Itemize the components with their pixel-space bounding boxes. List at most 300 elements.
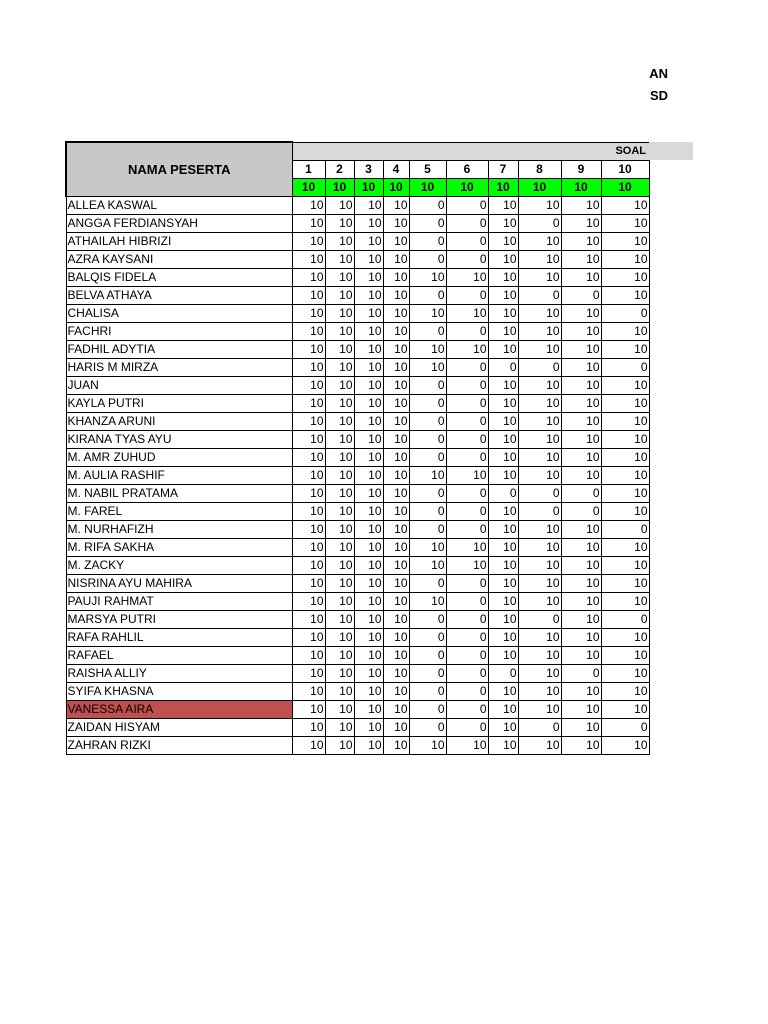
score-cell[interactable]: 10 — [292, 700, 325, 718]
score-cell[interactable]: 0 — [518, 358, 561, 376]
score-cell[interactable]: 10 — [354, 502, 383, 520]
score-cell[interactable]: 10 — [325, 556, 354, 574]
score-cell[interactable]: 10 — [488, 268, 518, 286]
score-cell[interactable]: 0 — [446, 214, 488, 232]
score-cell[interactable]: 10 — [488, 718, 518, 736]
score-cell[interactable]: 10 — [601, 232, 649, 250]
score-cell[interactable]: 10 — [488, 502, 518, 520]
score-cell[interactable]: 0 — [409, 628, 446, 646]
score-cell[interactable]: 10 — [354, 250, 383, 268]
score-cell[interactable]: 10 — [292, 250, 325, 268]
score-cell[interactable]: 10 — [561, 250, 601, 268]
score-cell[interactable]: 10 — [601, 448, 649, 466]
score-cell[interactable]: 0 — [446, 196, 488, 214]
score-cell[interactable]: 0 — [446, 592, 488, 610]
score-cell[interactable]: 10 — [518, 664, 561, 682]
score-cell[interactable]: 10 — [292, 592, 325, 610]
score-cell[interactable]: 10 — [354, 466, 383, 484]
student-name-cell[interactable]: M. FAREL — [66, 502, 292, 520]
score-cell[interactable]: 10 — [601, 682, 649, 700]
score-cell[interactable]: 0 — [409, 214, 446, 232]
score-cell[interactable]: 10 — [325, 322, 354, 340]
score-cell[interactable]: 10 — [561, 232, 601, 250]
score-cell[interactable]: 10 — [383, 358, 409, 376]
max-score-cell[interactable]: 10 — [518, 178, 561, 196]
score-cell[interactable]: 10 — [354, 718, 383, 736]
score-cell[interactable]: 0 — [409, 394, 446, 412]
score-cell[interactable]: 10 — [354, 646, 383, 664]
score-cell[interactable]: 10 — [354, 610, 383, 628]
score-cell[interactable]: 10 — [325, 394, 354, 412]
score-cell[interactable]: 10 — [488, 592, 518, 610]
score-cell[interactable]: 10 — [518, 520, 561, 538]
score-cell[interactable]: 10 — [488, 538, 518, 556]
score-cell[interactable]: 0 — [446, 628, 488, 646]
score-cell[interactable]: 10 — [383, 250, 409, 268]
question-number-3[interactable]: 3 — [354, 160, 383, 178]
score-cell[interactable]: 0 — [409, 700, 446, 718]
score-cell[interactable]: 10 — [383, 700, 409, 718]
score-cell[interactable]: 10 — [325, 610, 354, 628]
score-cell[interactable]: 10 — [354, 268, 383, 286]
score-cell[interactable]: 10 — [518, 412, 561, 430]
score-cell[interactable]: 10 — [409, 358, 446, 376]
score-cell[interactable]: 0 — [518, 286, 561, 304]
score-cell[interactable]: 10 — [354, 358, 383, 376]
score-cell[interactable]: 10 — [446, 556, 488, 574]
score-cell[interactable]: 10 — [292, 664, 325, 682]
score-cell[interactable]: 10 — [354, 286, 383, 304]
score-cell[interactable]: 10 — [601, 250, 649, 268]
score-cell[interactable]: 10 — [383, 646, 409, 664]
score-cell[interactable]: 0 — [409, 250, 446, 268]
student-name-cell[interactable]: SYIFA KHASNA — [66, 682, 292, 700]
student-name-cell[interactable]: NISRINA AYU MAHIRA — [66, 574, 292, 592]
score-cell[interactable]: 10 — [446, 304, 488, 322]
score-cell[interactable]: 10 — [561, 718, 601, 736]
score-cell[interactable]: 10 — [601, 412, 649, 430]
score-cell[interactable]: 10 — [292, 268, 325, 286]
score-cell[interactable]: 10 — [601, 340, 649, 358]
score-cell[interactable]: 0 — [446, 430, 488, 448]
score-cell[interactable]: 10 — [383, 196, 409, 214]
score-cell[interactable]: 10 — [383, 394, 409, 412]
score-cell[interactable]: 10 — [561, 358, 601, 376]
score-cell[interactable]: 10 — [383, 556, 409, 574]
score-cell[interactable]: 0 — [409, 682, 446, 700]
student-name-cell[interactable]: HARIS M MIRZA — [66, 358, 292, 376]
student-name-cell[interactable]: ZAIDAN HISYAM — [66, 718, 292, 736]
score-cell[interactable]: 10 — [446, 538, 488, 556]
student-name-cell[interactable]: RAISHA ALLIY — [66, 664, 292, 682]
score-cell[interactable]: 10 — [292, 646, 325, 664]
score-cell[interactable]: 10 — [354, 736, 383, 754]
score-cell[interactable]: 10 — [561, 430, 601, 448]
score-cell[interactable]: 10 — [488, 412, 518, 430]
max-score-cell[interactable]: 10 — [561, 178, 601, 196]
score-cell[interactable]: 10 — [488, 196, 518, 214]
student-name-cell[interactable]: BELVA ATHAYA — [66, 286, 292, 304]
score-cell[interactable]: 0 — [446, 502, 488, 520]
score-cell[interactable]: 0 — [446, 394, 488, 412]
score-cell[interactable]: 10 — [561, 700, 601, 718]
score-cell[interactable]: 10 — [292, 214, 325, 232]
score-cell[interactable]: 10 — [383, 412, 409, 430]
score-cell[interactable]: 10 — [354, 574, 383, 592]
score-cell[interactable]: 10 — [601, 592, 649, 610]
score-cell[interactable]: 10 — [292, 502, 325, 520]
score-cell[interactable]: 10 — [488, 736, 518, 754]
score-cell[interactable]: 10 — [561, 610, 601, 628]
score-cell[interactable]: 10 — [561, 520, 601, 538]
score-cell[interactable]: 10 — [292, 376, 325, 394]
score-cell[interactable]: 10 — [601, 502, 649, 520]
score-cell[interactable]: 10 — [325, 664, 354, 682]
score-cell[interactable]: 0 — [561, 484, 601, 502]
score-cell[interactable]: 0 — [409, 430, 446, 448]
score-cell[interactable]: 0 — [518, 610, 561, 628]
score-cell[interactable]: 10 — [518, 394, 561, 412]
score-cell[interactable]: 0 — [409, 610, 446, 628]
score-cell[interactable]: 0 — [446, 286, 488, 304]
score-cell[interactable]: 10 — [409, 466, 446, 484]
score-cell[interactable]: 10 — [325, 430, 354, 448]
score-cell[interactable]: 10 — [383, 232, 409, 250]
score-cell[interactable]: 10 — [383, 304, 409, 322]
score-cell[interactable]: 10 — [325, 286, 354, 304]
score-cell[interactable]: 0 — [561, 664, 601, 682]
score-cell[interactable]: 10 — [601, 268, 649, 286]
score-cell[interactable]: 0 — [446, 700, 488, 718]
score-cell[interactable]: 10 — [292, 430, 325, 448]
score-cell[interactable]: 10 — [292, 610, 325, 628]
score-cell[interactable]: 10 — [488, 214, 518, 232]
score-cell[interactable]: 10 — [292, 358, 325, 376]
score-cell[interactable]: 10 — [518, 448, 561, 466]
score-cell[interactable]: 0 — [601, 520, 649, 538]
score-cell[interactable]: 10 — [325, 700, 354, 718]
score-cell[interactable]: 10 — [601, 394, 649, 412]
score-cell[interactable]: 10 — [325, 304, 354, 322]
score-cell[interactable]: 10 — [292, 412, 325, 430]
score-cell[interactable]: 10 — [409, 736, 446, 754]
score-cell[interactable]: 10 — [601, 736, 649, 754]
score-cell[interactable]: 10 — [383, 502, 409, 520]
score-cell[interactable]: 10 — [383, 610, 409, 628]
score-cell[interactable]: 0 — [446, 358, 488, 376]
score-cell[interactable]: 10 — [354, 682, 383, 700]
score-cell[interactable]: 10 — [383, 718, 409, 736]
score-cell[interactable]: 10 — [325, 376, 354, 394]
score-cell[interactable]: 0 — [518, 718, 561, 736]
score-cell[interactable]: 10 — [383, 592, 409, 610]
score-cell[interactable]: 10 — [409, 304, 446, 322]
score-cell[interactable]: 0 — [446, 574, 488, 592]
score-cell[interactable]: 10 — [325, 736, 354, 754]
score-cell[interactable]: 10 — [325, 628, 354, 646]
score-cell[interactable]: 0 — [446, 610, 488, 628]
student-name-cell[interactable]: M. AULIA RASHIF — [66, 466, 292, 484]
score-cell[interactable]: 10 — [561, 214, 601, 232]
score-cell[interactable]: 10 — [292, 394, 325, 412]
score-cell[interactable]: 10 — [488, 520, 518, 538]
score-cell[interactable]: 10 — [383, 682, 409, 700]
score-cell[interactable]: 10 — [325, 682, 354, 700]
score-cell[interactable]: 10 — [561, 340, 601, 358]
score-cell[interactable]: 10 — [409, 538, 446, 556]
score-cell[interactable]: 10 — [488, 394, 518, 412]
score-cell[interactable]: 10 — [561, 448, 601, 466]
score-cell[interactable]: 10 — [354, 592, 383, 610]
score-cell[interactable]: 10 — [325, 232, 354, 250]
score-cell[interactable]: 10 — [561, 322, 601, 340]
score-cell[interactable]: 10 — [383, 736, 409, 754]
score-cell[interactable]: 10 — [561, 646, 601, 664]
score-cell[interactable]: 0 — [446, 232, 488, 250]
score-cell[interactable]: 10 — [383, 484, 409, 502]
score-cell[interactable]: 10 — [488, 376, 518, 394]
score-cell[interactable]: 10 — [409, 268, 446, 286]
score-cell[interactable]: 0 — [409, 196, 446, 214]
student-name-cell[interactable]: M. RIFA SAKHA — [66, 538, 292, 556]
score-cell[interactable]: 10 — [325, 250, 354, 268]
score-cell[interactable]: 10 — [488, 250, 518, 268]
score-cell[interactable]: 10 — [446, 736, 488, 754]
score-cell[interactable]: 10 — [292, 718, 325, 736]
score-cell[interactable]: 10 — [518, 304, 561, 322]
student-name-cell[interactable]: ALLEA KASWAL — [66, 196, 292, 214]
score-cell[interactable]: 10 — [292, 466, 325, 484]
score-cell[interactable]: 10 — [518, 682, 561, 700]
score-cell[interactable]: 10 — [561, 736, 601, 754]
student-name-cell[interactable]: VANESSA AIRA — [66, 700, 292, 718]
score-cell[interactable]: 10 — [601, 322, 649, 340]
score-cell[interactable]: 10 — [488, 340, 518, 358]
score-cell[interactable]: 10 — [383, 286, 409, 304]
score-cell[interactable]: 10 — [518, 340, 561, 358]
score-cell[interactable]: 10 — [518, 430, 561, 448]
max-score-cell[interactable]: 10 — [383, 178, 409, 196]
score-cell[interactable]: 10 — [561, 682, 601, 700]
student-name-cell[interactable]: M. NABIL PRATAMA — [66, 484, 292, 502]
score-cell[interactable]: 10 — [518, 628, 561, 646]
score-cell[interactable]: 0 — [561, 502, 601, 520]
score-cell[interactable]: 10 — [383, 448, 409, 466]
score-cell[interactable]: 10 — [561, 412, 601, 430]
student-name-cell[interactable]: PAUJI RAHMAT — [66, 592, 292, 610]
score-cell[interactable]: 10 — [601, 466, 649, 484]
score-cell[interactable]: 0 — [409, 412, 446, 430]
score-cell[interactable]: 10 — [601, 556, 649, 574]
score-cell[interactable]: 10 — [292, 628, 325, 646]
score-cell[interactable]: 10 — [383, 628, 409, 646]
score-cell[interactable]: 10 — [383, 538, 409, 556]
score-cell[interactable]: 10 — [601, 700, 649, 718]
score-cell[interactable]: 0 — [601, 610, 649, 628]
score-cell[interactable]: 0 — [409, 502, 446, 520]
score-cell[interactable]: 10 — [383, 340, 409, 358]
score-cell[interactable]: 10 — [292, 340, 325, 358]
score-cell[interactable]: 0 — [446, 664, 488, 682]
score-cell[interactable]: 10 — [325, 448, 354, 466]
score-cell[interactable]: 10 — [292, 520, 325, 538]
score-cell[interactable]: 10 — [383, 322, 409, 340]
score-cell[interactable]: 10 — [601, 628, 649, 646]
score-cell[interactable]: 0 — [488, 484, 518, 502]
score-cell[interactable]: 10 — [488, 628, 518, 646]
score-cell[interactable]: 10 — [354, 538, 383, 556]
score-cell[interactable]: 0 — [409, 520, 446, 538]
student-name-cell[interactable]: KHANZA ARUNI — [66, 412, 292, 430]
student-name-cell[interactable]: MARSYA PUTRI — [66, 610, 292, 628]
score-cell[interactable]: 10 — [488, 304, 518, 322]
score-cell[interactable]: 10 — [354, 304, 383, 322]
question-number-7[interactable]: 7 — [488, 160, 518, 178]
score-cell[interactable]: 10 — [488, 466, 518, 484]
score-cell[interactable]: 10 — [488, 232, 518, 250]
student-name-cell[interactable]: CHALISA — [66, 304, 292, 322]
score-cell[interactable]: 10 — [325, 466, 354, 484]
score-cell[interactable]: 10 — [325, 358, 354, 376]
score-cell[interactable]: 0 — [488, 664, 518, 682]
score-cell[interactable]: 0 — [409, 232, 446, 250]
score-cell[interactable]: 0 — [409, 664, 446, 682]
score-cell[interactable]: 10 — [383, 664, 409, 682]
score-cell[interactable]: 0 — [409, 322, 446, 340]
score-cell[interactable]: 0 — [446, 718, 488, 736]
max-score-cell[interactable]: 10 — [488, 178, 518, 196]
student-name-cell[interactable]: JUAN — [66, 376, 292, 394]
max-score-cell[interactable]: 10 — [601, 178, 649, 196]
score-cell[interactable]: 10 — [601, 286, 649, 304]
score-cell[interactable]: 10 — [561, 556, 601, 574]
score-cell[interactable]: 10 — [325, 196, 354, 214]
max-score-cell[interactable]: 10 — [409, 178, 446, 196]
score-cell[interactable]: 10 — [383, 574, 409, 592]
score-cell[interactable]: 0 — [409, 718, 446, 736]
score-cell[interactable]: 0 — [409, 574, 446, 592]
score-cell[interactable]: 0 — [446, 448, 488, 466]
score-cell[interactable]: 10 — [518, 268, 561, 286]
score-cell[interactable]: 10 — [292, 448, 325, 466]
score-cell[interactable]: 0 — [518, 214, 561, 232]
score-cell[interactable]: 0 — [409, 376, 446, 394]
score-cell[interactable]: 10 — [518, 322, 561, 340]
score-cell[interactable]: 10 — [354, 394, 383, 412]
score-cell[interactable]: 10 — [325, 718, 354, 736]
score-cell[interactable]: 10 — [601, 574, 649, 592]
question-number-6[interactable]: 6 — [446, 160, 488, 178]
score-cell[interactable]: 0 — [561, 286, 601, 304]
score-cell[interactable]: 10 — [518, 466, 561, 484]
score-cell[interactable]: 10 — [561, 592, 601, 610]
score-cell[interactable]: 10 — [354, 484, 383, 502]
score-cell[interactable]: 0 — [446, 682, 488, 700]
score-cell[interactable]: 10 — [409, 556, 446, 574]
score-cell[interactable]: 10 — [354, 376, 383, 394]
student-name-cell[interactable]: ZAHRAN RIZKI — [66, 736, 292, 754]
score-cell[interactable]: 10 — [292, 232, 325, 250]
score-cell[interactable]: 10 — [325, 538, 354, 556]
score-cell[interactable]: 10 — [561, 196, 601, 214]
score-cell[interactable]: 0 — [409, 646, 446, 664]
score-cell[interactable]: 10 — [292, 538, 325, 556]
score-cell[interactable]: 10 — [383, 268, 409, 286]
score-cell[interactable]: 10 — [518, 538, 561, 556]
score-cell[interactable]: 10 — [292, 736, 325, 754]
score-cell[interactable]: 10 — [325, 592, 354, 610]
score-cell[interactable]: 10 — [292, 682, 325, 700]
score-cell[interactable]: 10 — [325, 574, 354, 592]
score-cell[interactable]: 10 — [354, 412, 383, 430]
score-cell[interactable]: 10 — [325, 214, 354, 232]
score-cell[interactable]: 10 — [446, 268, 488, 286]
student-name-cell[interactable]: AZRA KAYSANI — [66, 250, 292, 268]
score-cell[interactable]: 10 — [409, 340, 446, 358]
score-cell[interactable]: 10 — [292, 286, 325, 304]
question-number-8[interactable]: 8 — [518, 160, 561, 178]
score-cell[interactable]: 10 — [561, 628, 601, 646]
score-cell[interactable]: 10 — [325, 412, 354, 430]
score-cell[interactable]: 0 — [446, 646, 488, 664]
score-cell[interactable]: 10 — [518, 646, 561, 664]
score-cell[interactable]: 0 — [409, 448, 446, 466]
score-cell[interactable]: 10 — [325, 520, 354, 538]
student-name-cell[interactable]: FACHRI — [66, 322, 292, 340]
score-cell[interactable]: 10 — [518, 232, 561, 250]
score-cell[interactable]: 10 — [354, 232, 383, 250]
score-cell[interactable]: 10 — [561, 376, 601, 394]
score-cell[interactable]: 10 — [518, 196, 561, 214]
score-cell[interactable]: 10 — [292, 556, 325, 574]
student-name-cell[interactable]: RAFAEL — [66, 646, 292, 664]
score-cell[interactable]: 10 — [325, 502, 354, 520]
score-cell[interactable]: 10 — [518, 700, 561, 718]
score-cell[interactable]: 0 — [518, 502, 561, 520]
score-cell[interactable]: 0 — [446, 376, 488, 394]
score-cell[interactable]: 10 — [292, 196, 325, 214]
score-cell[interactable]: 10 — [488, 574, 518, 592]
student-name-cell[interactable]: ATHAILAH HIBRIZI — [66, 232, 292, 250]
question-number-5[interactable]: 5 — [409, 160, 446, 178]
score-cell[interactable]: 10 — [601, 376, 649, 394]
score-cell[interactable]: 10 — [354, 556, 383, 574]
student-name-cell[interactable]: BALQIS FIDELA — [66, 268, 292, 286]
score-cell[interactable]: 10 — [292, 484, 325, 502]
score-cell[interactable]: 10 — [383, 466, 409, 484]
student-name-cell[interactable]: M. ZACKY — [66, 556, 292, 574]
student-name-cell[interactable]: FADHIL ADYTIA — [66, 340, 292, 358]
score-cell[interactable]: 0 — [446, 520, 488, 538]
score-cell[interactable]: 10 — [601, 484, 649, 502]
score-cell[interactable]: 10 — [325, 268, 354, 286]
score-cell[interactable]: 10 — [409, 592, 446, 610]
score-cell[interactable]: 10 — [354, 700, 383, 718]
score-cell[interactable]: 10 — [561, 304, 601, 322]
score-cell[interactable]: 10 — [354, 664, 383, 682]
score-cell[interactable]: 10 — [354, 448, 383, 466]
score-cell[interactable]: 0 — [601, 718, 649, 736]
score-cell[interactable]: 10 — [292, 304, 325, 322]
student-name-cell[interactable]: M. AMR ZUHUD — [66, 448, 292, 466]
score-cell[interactable]: 10 — [325, 484, 354, 502]
score-cell[interactable]: 10 — [488, 700, 518, 718]
student-name-cell[interactable]: KIRANA TYAS AYU — [66, 430, 292, 448]
score-cell[interactable]: 10 — [354, 520, 383, 538]
score-cell[interactable]: 10 — [518, 592, 561, 610]
score-cell[interactable]: 10 — [561, 394, 601, 412]
score-cell[interactable]: 10 — [518, 556, 561, 574]
